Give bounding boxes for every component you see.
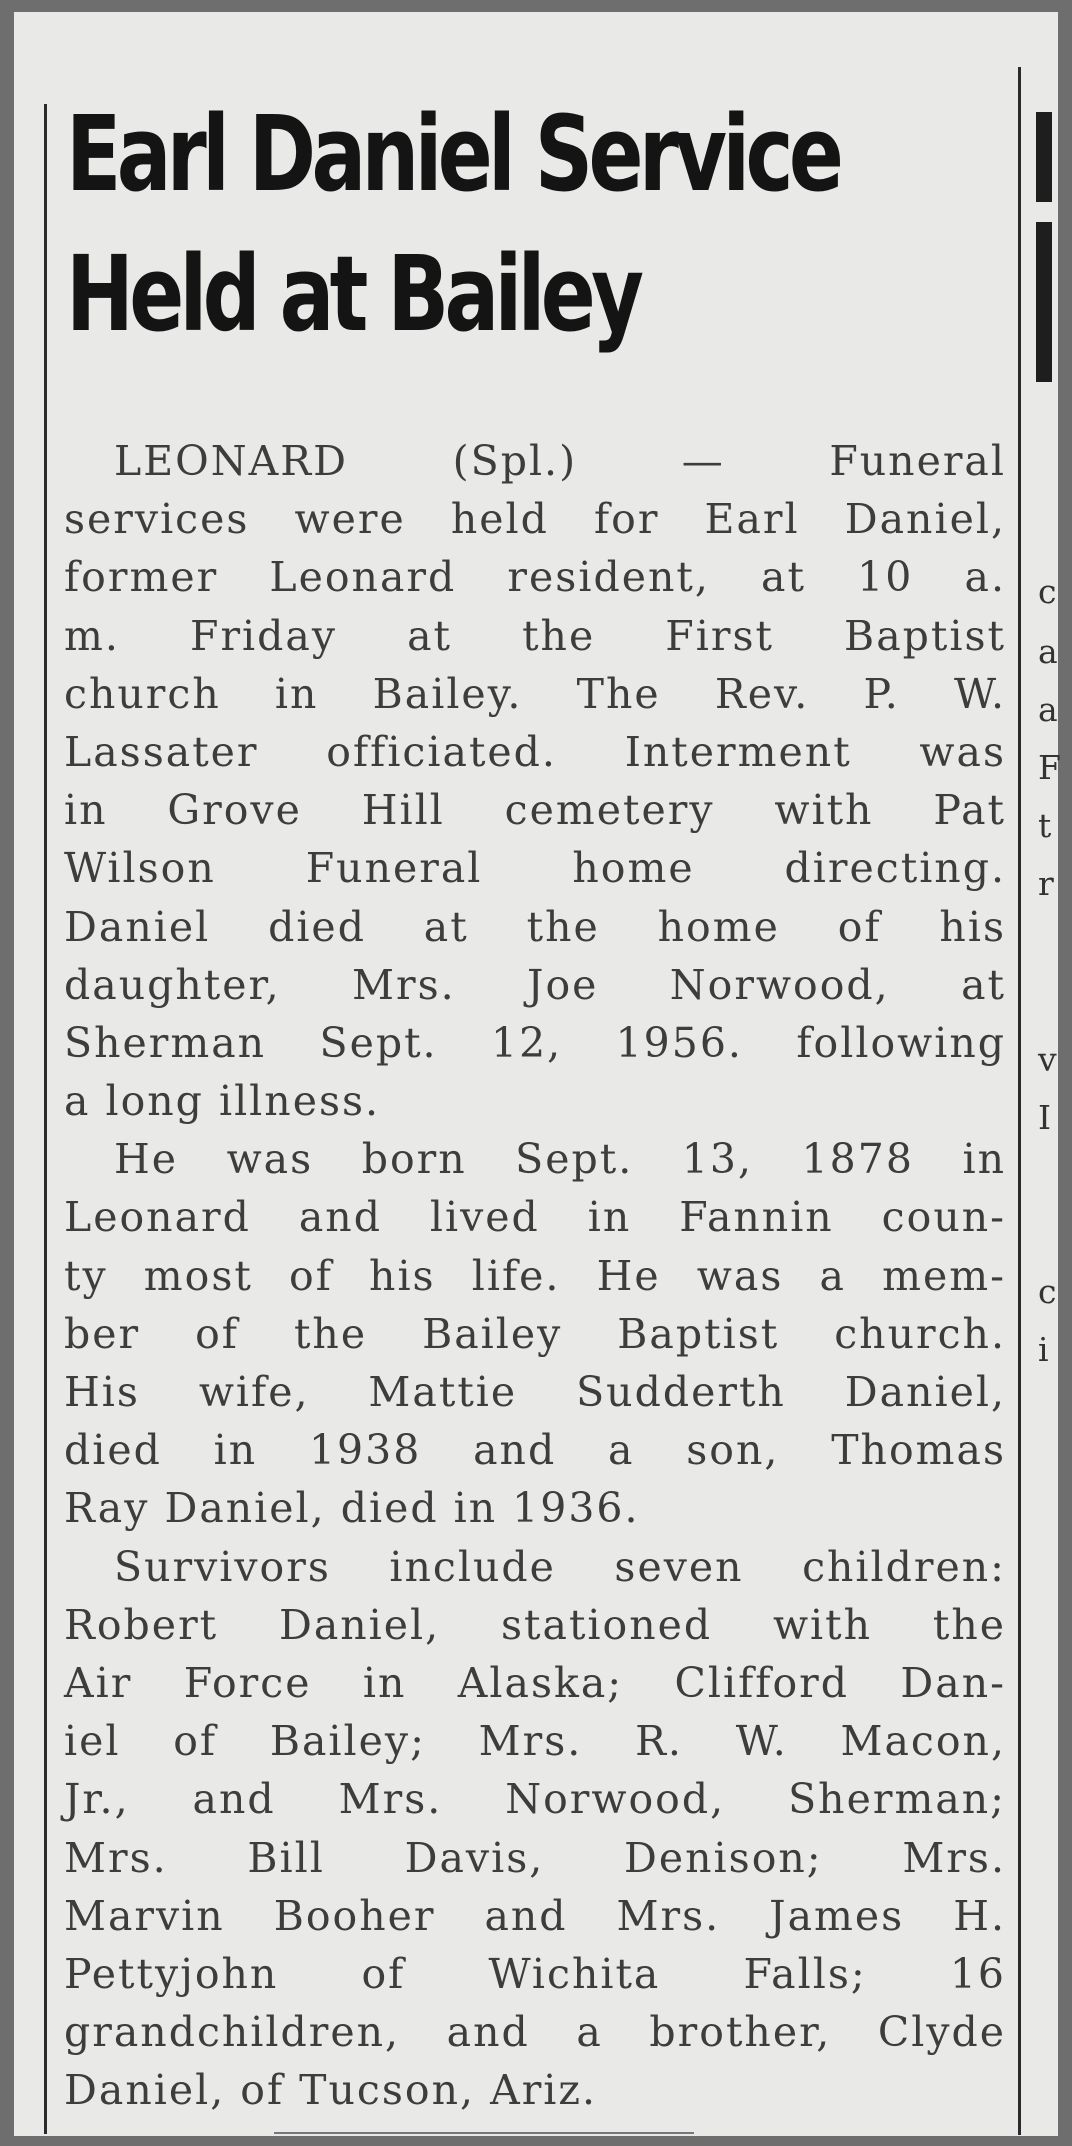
body-line: Survivors include seven children: <box>114 1542 1006 1591</box>
adjacent-column-letter: v <box>1038 1040 1057 1079</box>
body-line: former Leonard resident, at 10 a. <box>64 553 1006 602</box>
body-line: church in Bailey. The Rev. P. W. <box>64 669 1006 718</box>
adjacent-column-ink <box>1036 222 1052 382</box>
body-line: Daniel, of Tucson, Ariz. <box>64 2066 598 2115</box>
body-line: services were held for Earl Daniel, <box>64 495 1006 544</box>
body-line: LEONARD (Spl.) — Funeral <box>114 437 1006 485</box>
body-line: He was born Sept. 13, 1878 in <box>114 1135 1006 1184</box>
adjacent-column-letter: I <box>1038 1098 1052 1137</box>
body-line: daughter, Mrs. Joe Norwood, at <box>64 960 1006 1009</box>
body-line: in Grove Hill cemetery with Pat <box>64 786 1006 835</box>
adjacent-column-letter: c <box>1038 572 1057 611</box>
headline-line: Held at Bailey <box>66 233 640 355</box>
body-line: Leonard and lived in Fannin coun- <box>64 1193 1006 1242</box>
body-line: Air Force in Alaska; Clifford Dan- <box>64 1658 1006 1707</box>
adjacent-column-letter: a <box>1038 690 1058 729</box>
body-line: ber of the Bailey Baptist church. <box>64 1309 1006 1358</box>
adjacent-column-letter: c <box>1038 1272 1057 1311</box>
adjacent-column-fragment <box>1036 72 1061 2132</box>
adjacent-column-letter: r <box>1038 864 1054 903</box>
body-line: Sherman Sept. 12, 1956. following <box>64 1018 1006 1067</box>
body-line: Daniel died at the home of his <box>64 902 1006 951</box>
body-line: m. Friday at the First Baptist <box>64 611 1006 660</box>
article-headline <box>66 84 840 364</box>
headline-line: Earl Daniel Service <box>66 93 840 215</box>
body-line: iel of Bailey; Mrs. R. W. Macon, <box>64 1717 1006 1766</box>
adjacent-column-letter: F <box>1038 748 1061 787</box>
body-line: Mrs. Bill Davis, Denison; Mrs. <box>64 1833 1006 1882</box>
body-line: Wilson Funeral home directing. <box>64 844 1006 893</box>
body-line: died in 1938 and a son, Thomas <box>64 1426 1006 1475</box>
body-line: Lassater officiated. Interment was <box>64 727 1006 776</box>
body-line: a long illness. <box>64 1077 381 1126</box>
adjacent-column-letter: a <box>1038 632 1058 671</box>
body-line: Jr., and Mrs. Norwood, Sherman; <box>64 1775 1006 1824</box>
newspaper-clipping <box>14 12 1061 2136</box>
column-rule-right <box>1018 67 1021 2135</box>
body-line: His wife, Mattie Sudderth Daniel, <box>64 1368 1006 1416</box>
adjacent-column-letter: i <box>1038 1330 1049 1369</box>
adjacent-column-letter: t <box>1038 806 1052 845</box>
body-line: ty most of his life. He was a mem- <box>64 1251 1006 1300</box>
column-rule-left <box>44 104 47 2134</box>
body-line: Marvin Booher and Mrs. James H. <box>64 1891 1006 1940</box>
article-body <box>64 432 1006 2119</box>
body-line: Ray Daniel, died in 1936. <box>64 1484 640 1533</box>
body-line: Robert Daniel, stationed with the <box>64 1600 1006 1649</box>
bottom-rule <box>274 2132 694 2134</box>
adjacent-column-ink <box>1036 112 1052 202</box>
body-line: grandchildren, and a brother, Clyde <box>64 2008 1006 2057</box>
body-line: Pettyjohn of Wichita Falls; 16 <box>64 1949 1006 1998</box>
